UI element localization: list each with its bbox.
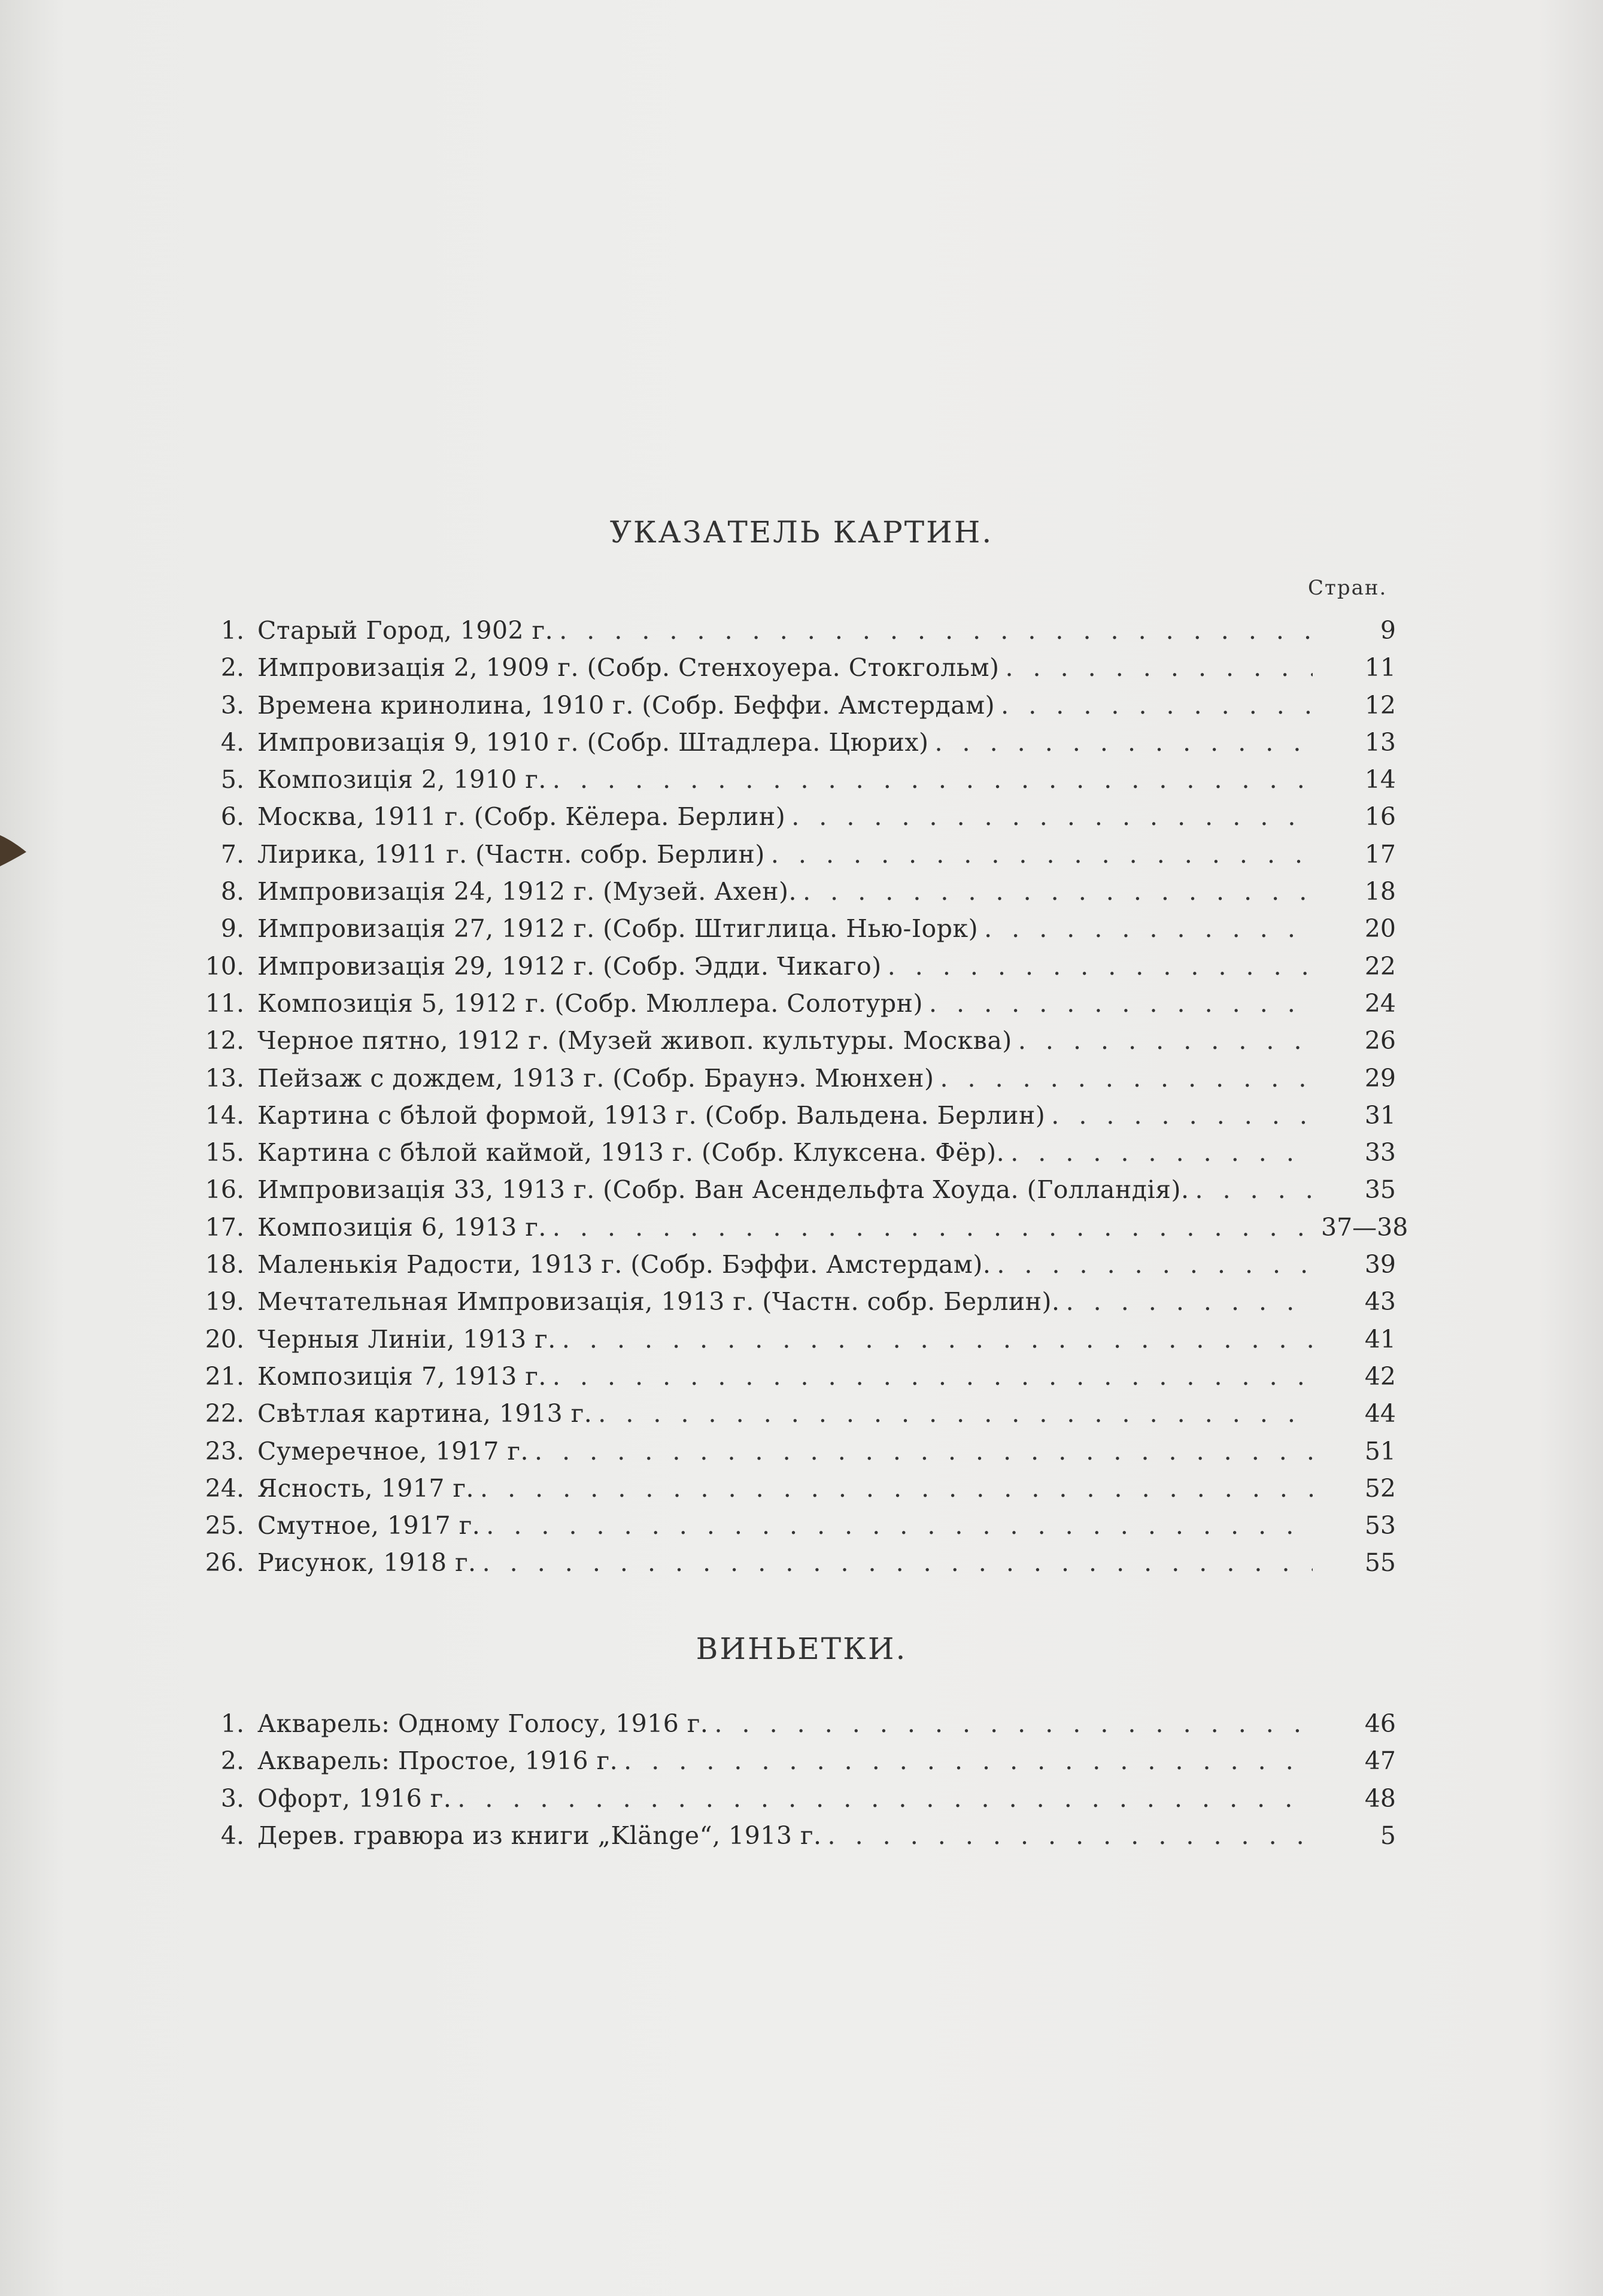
entry-page: 35 [1364,1175,1396,1205]
leader-dots [482,1544,1313,1581]
leader-dots [1018,1022,1313,1059]
leader-dots [552,1358,1313,1395]
entry-page: 33 [1364,1138,1396,1167]
leader-dots [984,910,1313,947]
leader-dots [997,1246,1313,1283]
entry-page: 16 [1364,802,1396,832]
entry-page: 24 [1364,988,1396,1018]
leader-dots [929,985,1313,1022]
list-item [180,948,1401,985]
leader-dots [1010,1134,1313,1171]
entry-number: 4. [220,1821,244,1850]
entry-number: 18. [205,1250,244,1279]
list-item [180,1395,1401,1432]
entry-title: Офорт, 1916 г. [257,1784,452,1813]
list-item [180,1544,1401,1581]
entry-page: 17 [1364,839,1396,869]
leader-dots [714,1705,1313,1742]
entry-number: 13. [205,1063,244,1093]
leader-dots [771,836,1313,873]
leader-dots [1005,649,1313,686]
entry-number: 1. [220,1709,244,1738]
entry-number: 2. [220,653,244,683]
entry-number: 24. [205,1473,244,1503]
entry-title: Сумеречное, 1917 г. [257,1436,529,1466]
leader-dots [535,1433,1313,1470]
entry-title: Композиція 5, 1912 г. (Собр. Мюллера. Солотурн) [257,988,923,1018]
entry-number: 26. [205,1548,244,1578]
leader-dots [486,1507,1313,1544]
list-item [180,873,1401,910]
entry-page: 55 [1364,1548,1396,1578]
entry-title: Времена кринолина, 1910 г. (Собр. Беффи. Амстердам) [257,690,995,720]
entry-page: 22 [1364,951,1396,981]
entry-title: Маленькія Радости, 1913 г. (Собр. Бэффи. Амстердам). [257,1250,991,1279]
list-item [180,1321,1401,1358]
leader-dots [624,1742,1313,1779]
entry-title: Картина с бѣлой формой, 1913 г. (Собр. Вальдена. Берлин) [257,1100,1046,1130]
entry-number: 10. [205,951,244,981]
list-item [180,985,1401,1022]
entry-page: 42 [1364,1361,1396,1391]
list-item [180,1470,1401,1507]
entry-title: Лирика, 1911 г. (Частн. собр. Берлин) [257,839,765,869]
entry-page: 52 [1364,1473,1396,1503]
list-item [180,649,1401,686]
leader-dots [1051,1097,1313,1134]
entry-title: Акварель: Простое, 1916 г. [257,1746,618,1776]
entry-number: 6. [220,802,244,832]
list-item [180,1742,1401,1779]
entry-title: Импровизація 9, 1910 г. (Собр. Штадлера. Цюрих) [257,727,929,757]
list-item [180,1134,1401,1171]
entry-number: 16. [205,1175,244,1205]
leader-dots [1195,1171,1313,1208]
list-item [180,1817,1401,1854]
entry-page: 5 [1380,1821,1396,1850]
entry-number: 7. [220,839,244,869]
entry-page: 12 [1364,690,1396,720]
entry-number: 8. [220,877,244,906]
entry-title: Ясность, 1917 г. [257,1473,475,1503]
entry-title: Рисунок, 1918 г. [257,1548,476,1578]
entry-page: 9 [1380,616,1396,645]
leader-dots [828,1817,1313,1854]
list-item [180,1283,1401,1320]
leader-dots [480,1470,1313,1507]
list-item [180,1507,1401,1544]
list-item [180,724,1401,761]
page-column-header: Стран. [1308,576,1388,600]
leader-dots [888,948,1313,985]
entry-page: 20 [1364,914,1396,944]
entry-title: Картина с бѣлой каймой, 1913 г. (Собр. Клуксена. Фёр). [257,1138,1005,1167]
list-item [180,1433,1401,1470]
list-item [180,612,1401,649]
entry-title: Смутное, 1917 г. [257,1511,481,1540]
entry-number: 9. [220,914,244,944]
leader-dots [562,1321,1313,1358]
list-item [180,1022,1401,1059]
entry-number: 4. [220,727,244,757]
list-item [180,1358,1401,1395]
list-item [180,1246,1401,1283]
entry-title: Композиція 7, 1913 г. [257,1361,547,1391]
entry-title: Импровизація 33, 1913 г. (Собр. Ван Асендельфта Хоуда. (Голландія). [257,1175,1189,1205]
entry-title: Импровизація 29, 1912 г. (Собр. Эдди. Чикаго) [257,951,882,981]
leader-dots [1066,1283,1313,1320]
entry-page: 14 [1364,765,1396,794]
entry-title: Москва, 1911 г. (Собр. Кёлера. Берлин) [257,802,786,832]
entry-title: Мечтательная Импровизація, 1913 г. (Частн. собр. Берлин). [257,1287,1060,1317]
entry-page: 13 [1364,727,1396,757]
list-item [180,1209,1408,1246]
entry-number: 11. [205,988,244,1018]
entry-title: Пейзаж с дождем, 1913 г. (Собр. Браунэ. Мюнхен) [257,1063,934,1093]
entry-page: 29 [1364,1063,1396,1093]
entry-number: 2. [220,1746,244,1776]
entry-number: 3. [220,690,244,720]
entry-number: 14. [205,1100,244,1130]
entry-title: Импровизація 27, 1912 г. (Собр. Штиглица. Нью-Іорк) [257,914,979,944]
entry-number: 15. [205,1138,244,1167]
leader-dots [803,873,1313,910]
entry-number: 20. [205,1324,244,1354]
entry-number: 1. [220,616,244,645]
entry-title: Акварель: Одному Голосу, 1916 г. [257,1709,709,1738]
binding-mark [0,823,28,877]
list-item [180,1780,1401,1817]
list-item [180,1705,1401,1742]
list-item [180,761,1401,798]
leader-dots [791,798,1313,835]
entry-page: 31 [1364,1100,1396,1130]
entry-page: 47 [1364,1746,1396,1776]
leader-dots [552,1209,1313,1246]
list-item [180,1060,1401,1097]
entry-number: 21. [205,1361,244,1391]
list-item [180,687,1401,724]
entry-page: 37—38 [1321,1212,1408,1242]
entry-number: 12. [205,1026,244,1056]
leader-dots [940,1060,1313,1097]
index-title: УКАЗАТЕЛЬ КАРТИН. [609,515,994,550]
entry-number: 3. [220,1784,244,1813]
leader-dots [559,612,1313,649]
entry-page: 41 [1364,1324,1396,1354]
leader-dots [598,1395,1313,1432]
list-item [180,836,1401,873]
entry-title: Свѣтлая картина, 1913 г. [257,1399,593,1428]
entry-page: 53 [1364,1511,1396,1540]
vignettes-list [180,1705,1401,1854]
entry-title: Дерев. гравюра из книги „Klänge“, 1913 г. [257,1821,822,1850]
list-item [180,798,1401,835]
entry-title: Импровизація 24, 1912 г. (Музей. Ахен). [257,877,797,906]
vignettes-title: ВИНЬЕТКИ. [696,1631,907,1666]
entry-number: 23. [205,1436,244,1466]
entry-title: Импровизація 2, 1909 г. (Собр. Стенхоуера. Стокгольм) [257,653,1000,683]
entry-page: 44 [1364,1399,1396,1428]
entry-number: 22. [205,1399,244,1428]
entry-page: 11 [1364,653,1396,683]
leader-dots [1001,687,1313,724]
entry-page: 51 [1364,1436,1396,1466]
entry-number: 25. [205,1511,244,1540]
leader-dots [934,724,1313,761]
entry-page: 43 [1364,1287,1396,1317]
entry-page: 18 [1364,877,1396,906]
entry-title: Композиція 6, 1913 г. [257,1212,547,1242]
entry-page: 26 [1364,1026,1396,1056]
entry-number: 19. [205,1287,244,1317]
list-item [180,910,1401,947]
entry-title: Черныя Линіи, 1913 г. [257,1324,556,1354]
list-item [180,1097,1401,1134]
entry-number: 5. [220,765,244,794]
entry-page: 46 [1364,1709,1396,1738]
entry-page: 39 [1364,1250,1396,1279]
list-item [180,1171,1401,1208]
entry-title: Старый Город, 1902 г. [257,616,554,645]
entry-title: Композиція 2, 1910 г. [257,765,547,794]
entry-number: 17. [205,1212,244,1242]
entry-page: 48 [1364,1784,1396,1813]
paintings-index-list [180,612,1408,1582]
leader-dots [457,1780,1313,1817]
leader-dots [552,761,1313,798]
entry-title: Черное пятно, 1912 г. (Музей живоп. культуры. Москва) [257,1026,1012,1056]
